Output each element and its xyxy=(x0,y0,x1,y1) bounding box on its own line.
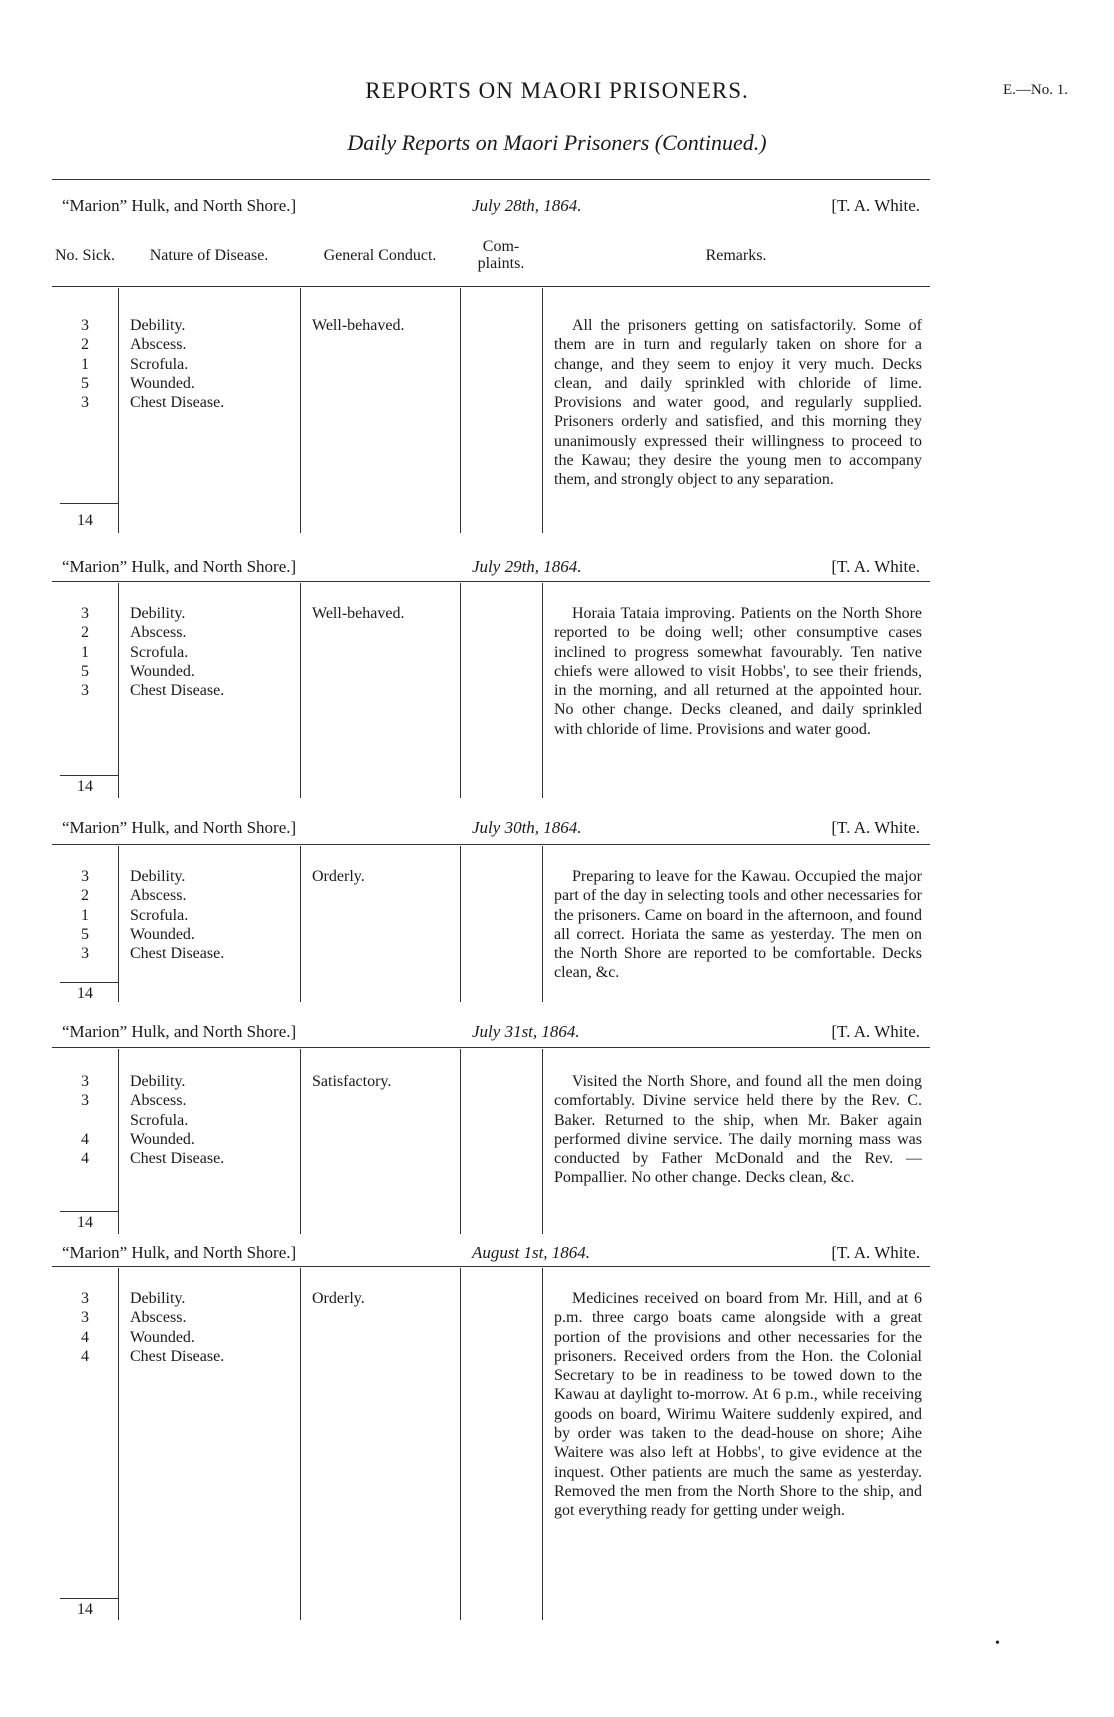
disease-item: Wounded. xyxy=(130,1130,195,1148)
report-officer: [T. A. White. xyxy=(831,818,920,837)
report-header xyxy=(52,818,930,842)
sick-total: 14 xyxy=(77,778,93,795)
sick-counts xyxy=(52,1072,118,1168)
column-divider xyxy=(542,846,543,1002)
sick-count: 3 xyxy=(81,945,89,963)
report-place: “Marion” Hulk, and North Shore.] xyxy=(62,818,297,837)
report-rule xyxy=(52,844,930,845)
remarks-text: Medicines received on board from Mr. Hill, and at 6 p.m. three cargo boats came alongside with a great portion of the provisions and other necessaries for the prisoners. Received orders from the Hon. the Colonial Secretary to be in readiness to be towed down to the Kawau at daylight to-morrow. At 6 p.m., while receiving goods on board, Wirimu Waitere suddenly expired, and by order was taken to the dead-house on shore; Aihe Waitere was also left at Hobbs', to give evidence at the inquest. Other patients are much the same as yesterday. Removed the men from the North Shore to the ship, and got everything ready for getting under weigh. xyxy=(554,1290,922,1520)
disease-item: Abscess. xyxy=(130,1092,187,1110)
general-conduct: Satisfactory. xyxy=(312,1073,392,1090)
sick-total: 14 xyxy=(77,985,93,1002)
disease-item: Wounded. xyxy=(130,925,195,943)
sick-total: 14 xyxy=(77,1601,93,1618)
sick-count: 3 xyxy=(81,605,89,622)
disease-item: Debility. xyxy=(130,317,186,334)
report-officer: [T. A. White. xyxy=(831,1022,920,1041)
report-date: July 29th, 1864. xyxy=(472,557,582,576)
sick-count: 2 xyxy=(81,336,89,354)
general-conduct: Orderly. xyxy=(312,868,365,885)
sick-count: 3 xyxy=(81,868,89,885)
report-rule xyxy=(52,286,930,287)
report-header xyxy=(52,1243,930,1267)
remarks-text: Visited the North Shore, and found all the men doing comfortably. Divine service held there by the Rev. C. Baker. Returned to the ship, when Mr. Baker again performed divine service. The daily morning mass was conducted by Father McDonald and the Rev. — Pompallier. No other change. Decks clean, &c. xyxy=(554,1073,922,1187)
report-place: “Marion” Hulk, and North Shore.] xyxy=(62,557,297,576)
disease-item: Scrofula. xyxy=(130,906,189,924)
report-header xyxy=(52,557,930,581)
sick-count: 5 xyxy=(81,662,89,680)
column-divider xyxy=(300,288,301,533)
sick-count: 3 xyxy=(81,317,89,334)
col-header-nature: Nature of Disease. xyxy=(149,246,269,264)
disease-list xyxy=(130,867,295,963)
report-officer: [T. A. White. xyxy=(831,196,920,215)
report-header xyxy=(52,1022,930,1046)
column-divider xyxy=(118,1049,119,1234)
report-officer: [T. A. White. xyxy=(831,557,920,576)
sick-total: 14 xyxy=(77,1214,93,1231)
disease-item: Debility. xyxy=(130,605,186,622)
sick-count: 3 xyxy=(81,682,89,700)
sick-count: 2 xyxy=(81,624,89,642)
disease-item: Wounded. xyxy=(130,1328,195,1346)
sick-count: 4 xyxy=(81,1328,89,1346)
column-divider xyxy=(300,583,301,798)
col-header-remarks: Remarks. xyxy=(705,246,767,264)
sick-count: 5 xyxy=(81,925,89,943)
disease-item: Scrofula. xyxy=(130,1111,189,1129)
disease-item: Abscess. xyxy=(130,336,187,354)
total-rule xyxy=(60,1211,118,1212)
disease-item: Scrofula. xyxy=(130,355,189,373)
disease-item: Chest Disease. xyxy=(130,394,225,412)
disease-item: Chest Disease. xyxy=(130,1347,225,1365)
column-divider xyxy=(118,288,119,533)
sick-count: 3 xyxy=(81,1092,89,1110)
disease-item: Debility. xyxy=(130,868,186,885)
sick-count: 4 xyxy=(81,1150,89,1168)
disease-list xyxy=(130,1289,295,1366)
disease-item: Wounded. xyxy=(130,662,195,680)
sick-count: 1 xyxy=(81,355,89,373)
disease-list xyxy=(130,604,295,700)
column-divider xyxy=(460,1268,461,1620)
document-reference: E.—No. 1. xyxy=(1003,82,1068,98)
sick-counts xyxy=(52,316,118,412)
top-rule xyxy=(52,179,930,180)
sick-count: 1 xyxy=(81,906,89,924)
column-divider xyxy=(300,846,301,1002)
report-place: “Marion” Hulk, and North Shore.] xyxy=(62,1022,297,1041)
sick-counts xyxy=(52,604,118,700)
sick-count: 3 xyxy=(81,1073,89,1090)
column-divider xyxy=(542,288,543,533)
total-rule xyxy=(60,982,118,983)
disease-item: Chest Disease. xyxy=(130,682,225,700)
general-conduct: Well-behaved. xyxy=(312,605,405,622)
remarks-text: All the prisoners getting on satisfactorily. Some of them are in turn and regularly taken on shore for a change, and they seem to enjoy it very much. Decks clean, and daily sprinkled with chloride of lime. Provisions and water good, and regularly supplied. Prisoners orderly and satisfied, and this morning they unanimously expressed their willingness to proceed to the Kawau; they desire the young men to accompany them, and strongly object to any separation. xyxy=(554,317,922,489)
disease-item: Debility. xyxy=(130,1290,186,1307)
column-divider xyxy=(542,1049,543,1234)
column-divider xyxy=(118,846,119,1002)
sick-counts xyxy=(52,867,118,963)
sick-count: 3 xyxy=(81,394,89,412)
sick-count: 3 xyxy=(81,1290,89,1307)
sick-total: 14 xyxy=(77,512,93,529)
total-rule xyxy=(60,775,118,776)
disease-item: Abscess. xyxy=(130,624,187,642)
report-place: “Marion” Hulk, and North Shore.] xyxy=(62,1243,297,1262)
report-date: July 30th, 1864. xyxy=(472,818,582,837)
col-header-complaints: Com- plaints. xyxy=(477,238,525,272)
report-header xyxy=(52,196,930,220)
page-title: REPORTS ON MAORI PRISONERS. xyxy=(365,78,749,103)
sick-count: 4 xyxy=(81,1347,89,1365)
disease-list xyxy=(130,316,295,412)
disease-list xyxy=(130,1072,295,1168)
column-divider xyxy=(118,583,119,798)
column-divider xyxy=(118,1268,119,1620)
total-rule xyxy=(60,503,118,504)
report-rule xyxy=(52,1266,930,1267)
remarks-text: Preparing to leave for the Kawau. Occupied the major part of the day in selecting tools and other necessaries for the prisoners. Came on board in the afternoon, and found all correct. Horiata the same as yesterday. The men on the North Shore are reported to be comfortable. Decks clean, &c. xyxy=(554,868,922,982)
sick-count: 4 xyxy=(81,1130,89,1148)
report-date: July 31st, 1864. xyxy=(472,1022,580,1041)
report-rule xyxy=(52,1047,930,1048)
stray-mark: • xyxy=(995,1636,1000,1651)
report-officer: [T. A. White. xyxy=(831,1243,920,1262)
sick-count: 5 xyxy=(81,374,89,392)
col-header-conduct: General Conduct. xyxy=(323,246,437,264)
column-divider xyxy=(300,1049,301,1234)
report-date: July 28th, 1864. xyxy=(472,196,582,215)
sick-count: 2 xyxy=(81,887,89,905)
general-conduct: Orderly. xyxy=(312,1290,365,1307)
remarks-text: Horaia Tataia improving. Patients on the North Shore reported to be doing well; other consumptive cases inclined to progress somewhat favourably. Ten native chiefs were allowed to visit Hobbs', to see their friends, in the morning, and all returned at the appointed hour. No other change. Decks cleaned, and daily sprinkled with chloride of lime. Provisions and water good. xyxy=(554,605,922,738)
col-header-no-sick: No. Sick. xyxy=(55,246,115,264)
disease-item: Abscess. xyxy=(130,1309,187,1327)
report-place: “Marion” Hulk, and North Shore.] xyxy=(62,196,297,215)
sick-count xyxy=(52,1111,118,1130)
disease-item: Wounded. xyxy=(130,374,195,392)
disease-item: Chest Disease. xyxy=(130,1150,225,1168)
disease-item: Debility. xyxy=(130,1073,186,1090)
disease-item: Scrofula. xyxy=(130,643,189,661)
report-rule xyxy=(52,581,930,582)
general-conduct: Well-behaved. xyxy=(312,317,405,334)
report-date: August 1st, 1864. xyxy=(472,1243,591,1262)
sick-counts xyxy=(52,1289,118,1366)
sick-count: 1 xyxy=(81,643,89,661)
disease-item: Chest Disease. xyxy=(130,945,225,963)
column-divider xyxy=(542,583,543,798)
sick-count: 3 xyxy=(81,1309,89,1327)
disease-item: Abscess. xyxy=(130,887,187,905)
page-subtitle: Daily Reports on Maori Prisoners (Continued.) xyxy=(347,130,767,155)
column-divider xyxy=(300,1268,301,1620)
total-rule xyxy=(60,1598,118,1599)
column-divider xyxy=(542,1268,543,1620)
